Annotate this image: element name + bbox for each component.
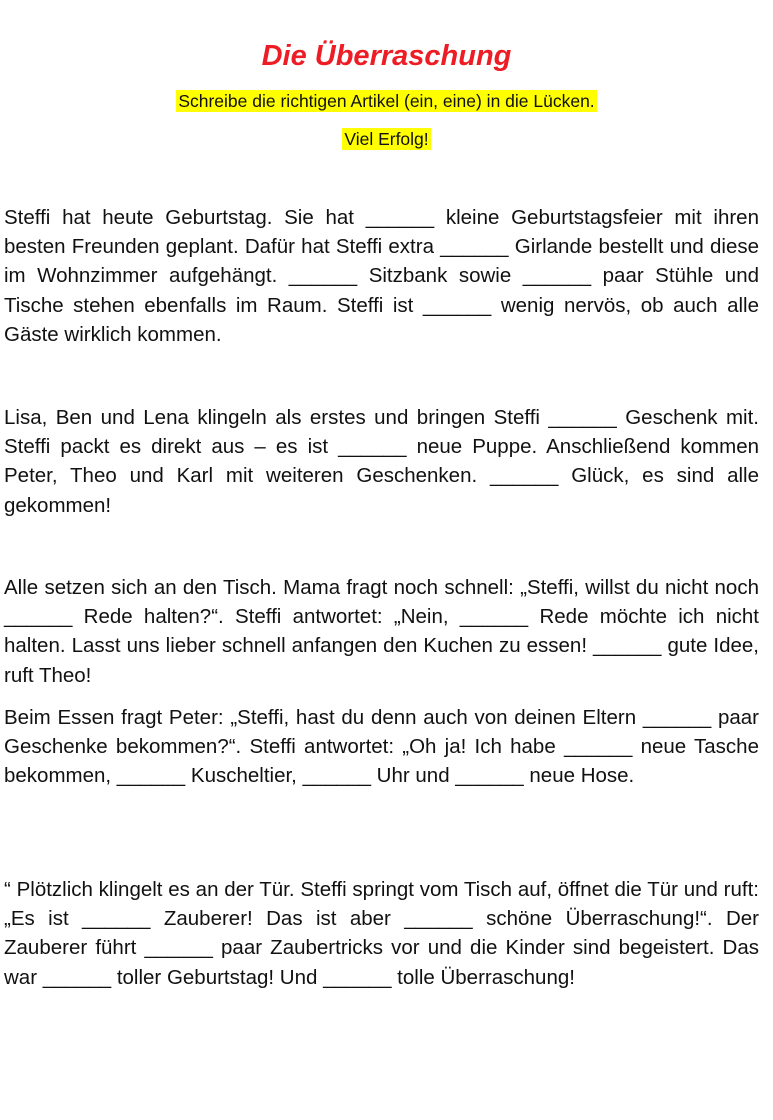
good-luck-line [0,127,773,151]
story-paragraph-1: Steffi hat heute Geburtstag. Sie hat ______ kleine Geburtstagsfeier mit ihren besten Freunden geplant. Dafür hat Steffi extra ______ Girlande bestellt und diese im Wohnzimmer aufgehängt. ______ Sitzbank sowie ______ paar Stühle und Tische stehen ebenfalls im Raum. Steffi ist ______ wenig nervös, ob auch alle Gäste wirklich kommen. [4,206,759,346]
story-paragraph-2: Lisa, Ben und Lena klingeln als erstes und bringen Steffi ______ Geschenk mit. Steffi packt es direkt aus – es ist ______ neue Puppe. Anschließend kommen Peter, Theo und Karl mit weiteren Geschenken. ______ Glück, es sind alle gekommen! [4,406,759,517]
good-luck-text: Viel Erfolg! [344,129,429,149]
story-paragraph-3: Alle setzen sich an den Tisch. Mama fragt noch schnell: „Steffi, willst du nicht noch ______ Rede halten?“. Steffi antwortet: „Nein, ______ Rede möchte ich nicht halten. Lasst uns lieber schnell anfangen den Kuchen zu essen! ______ gute Idee, ruft Theo! [4,576,759,687]
story-paragraph-4: Beim Essen fragt Peter: „Steffi, hast du denn auch von deinen Eltern ______ paar Geschenke bekommen?“. Steffi antwortet: „Oh ja! Ich habe ______ neue Tasche bekommen, ______ Kuscheltier, ______ Uhr und ______ neue Hose. [4,706,759,788]
story-paragraph-5: “ Plötzlich klingelt es an der Tür. Steffi springt vom Tisch auf, öffnet die Tür und ruft: „Es ist ______ Zauberer! Das ist aber ______ schöne Überraschung!“. Der Zauberer führt ______ paar Zaubertricks vor und die Kinder sind begeistert. Das war ______ toller Geburtstag! Und ______ tolle Überraschung! [4,878,759,989]
instruction-line [0,89,773,113]
worksheet-title: Die Überraschung [261,40,512,72]
instruction-text: Schreibe die richtigen Artikel (ein, eine) in die Lücken. [178,91,595,111]
